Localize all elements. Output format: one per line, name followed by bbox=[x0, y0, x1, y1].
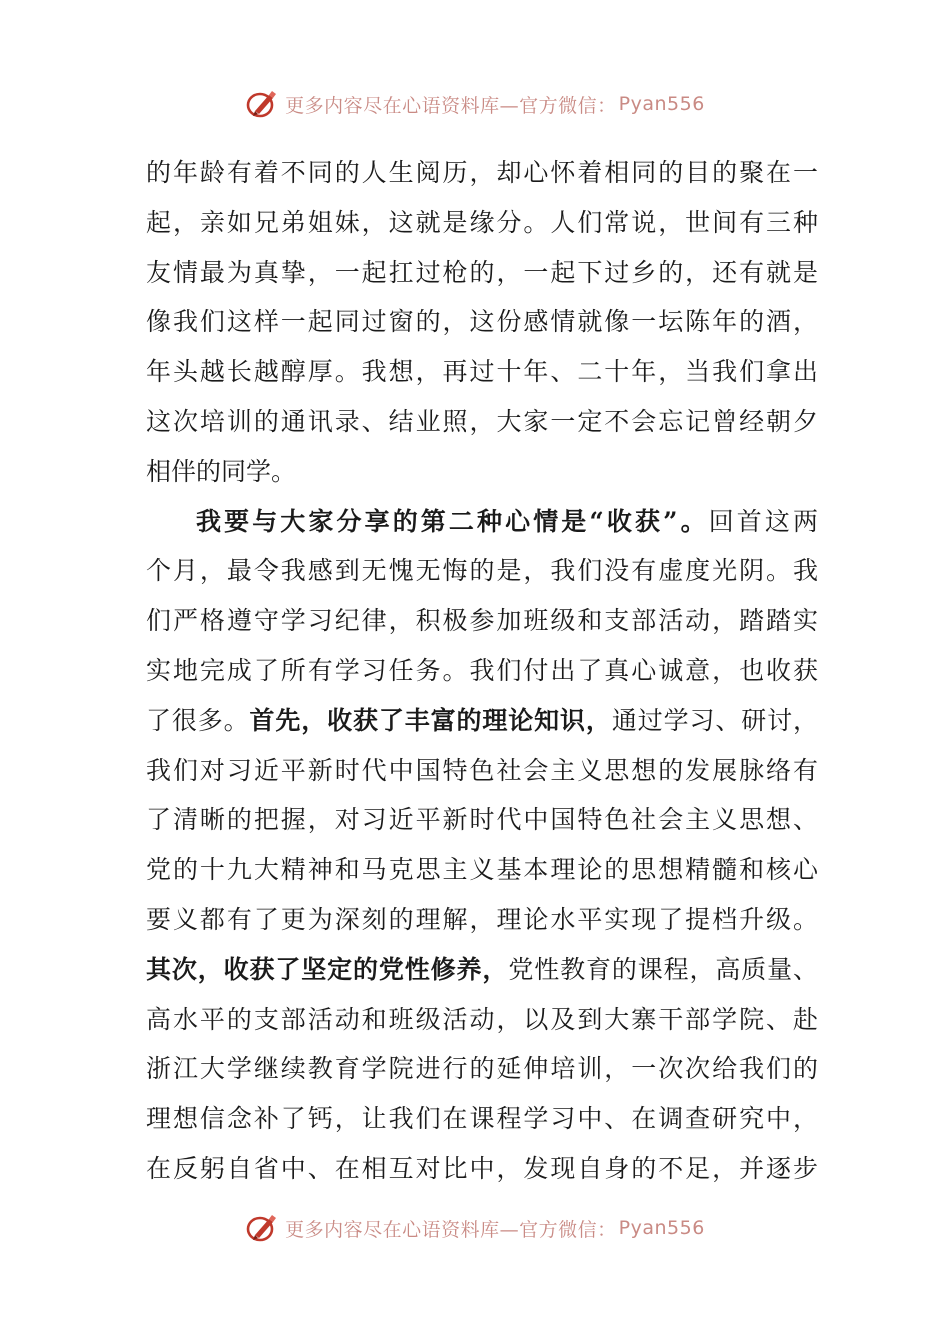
text-run: 像我们这样一起同过窗的，这份感情就像一坛陈年的酒， bbox=[146, 307, 818, 337]
text-run: 党性教育的课程，高质量、 bbox=[508, 954, 818, 984]
text-run: 理想信念补了钙，让我们在课程学习中、在调查研究中， bbox=[146, 1104, 818, 1134]
text-line bbox=[146, 347, 818, 397]
header-watermark bbox=[0, 84, 950, 124]
bold-text-run: 首先，收获了丰富的理论知识， bbox=[249, 705, 612, 735]
text-run: 们严格遵守学习纪律，积极参加班级和支部活动，踏踏实 bbox=[146, 606, 818, 636]
text-line bbox=[146, 696, 818, 746]
watermark-handle: Pyan556 bbox=[618, 1217, 705, 1239]
text-run: 浙江大学继续教育学院进行的延伸培训，一次次给我们的 bbox=[146, 1054, 818, 1084]
text-run: 了很多。 bbox=[146, 705, 250, 735]
text-run: 党的十九大精神和马克思主义基本理论的思想精髓和核心 bbox=[146, 855, 818, 885]
text-line bbox=[146, 248, 818, 298]
text-run: 这次培训的通讯录、结业照，大家一定不会忘记曾经朝夕 bbox=[146, 406, 818, 436]
text-line bbox=[146, 297, 818, 347]
text-run: 了清晰的把握，对习近平新时代中国特色社会主义思想、 bbox=[146, 805, 818, 835]
text-run: 高水平的支部活动和班级活动，以及到大寨干部学院、赴 bbox=[146, 1004, 818, 1034]
text-run: 的年龄有着不同的人生阅历，却心怀着相同的目的聚在一 bbox=[146, 158, 818, 187]
text-line bbox=[146, 447, 818, 497]
watermark-text: 更多内容尽在心语资料库—官方微信： bbox=[285, 1218, 617, 1241]
text-run: 相伴的同学。 bbox=[146, 456, 297, 486]
text-run: 实地完成了所有学习任务。我们付出了真心诚意，也收获 bbox=[146, 655, 818, 685]
text-run: 友情最为真挚，一起扛过枪的，一起下过乡的，还有就是 bbox=[146, 257, 818, 287]
text-run: 年头越长越醇厚。我想，再过十年、二十年，当我们拿出 bbox=[146, 357, 818, 387]
text-run: 我们对习近平新时代中国特色社会主义思想的发展脉络有 bbox=[146, 755, 818, 785]
text-line bbox=[146, 1044, 818, 1094]
text-line bbox=[146, 895, 818, 945]
text-line bbox=[146, 546, 818, 596]
text-run: 在反躬自省中、在相互对比中，发现自身的不足，并逐步 bbox=[146, 1153, 818, 1183]
text-line bbox=[146, 596, 818, 646]
watermark-handle: Pyan556 bbox=[618, 93, 705, 115]
text-run: 通过学习、研讨， bbox=[611, 705, 818, 735]
text-run: 回首这两 bbox=[708, 506, 818, 536]
text-line bbox=[146, 497, 818, 547]
text-line bbox=[146, 845, 818, 895]
text-line bbox=[146, 148, 818, 198]
text-line bbox=[146, 1144, 818, 1194]
text-line bbox=[146, 1094, 818, 1144]
text-line bbox=[146, 945, 818, 995]
text-run: 要义都有了更为深刻的理解，理论水平实现了提档升级。 bbox=[146, 904, 818, 934]
bold-text-run: 其次，收获了坚定的党性修养， bbox=[146, 954, 509, 984]
text-run: 起，亲如兄弟姐妹，这就是缘分。人们常说，世间有三种 bbox=[146, 207, 818, 237]
watermark-text: 更多内容尽在心语资料库—官方微信： bbox=[285, 94, 617, 117]
text-line bbox=[146, 198, 818, 248]
text-run: 个月，最令我感到无愧无悔的是，我们没有虚度光阴。我 bbox=[146, 556, 818, 586]
text-line bbox=[146, 746, 818, 796]
text-line bbox=[146, 795, 818, 845]
text-line bbox=[146, 646, 818, 696]
document-body bbox=[146, 148, 818, 1194]
pen-logo-icon bbox=[245, 1211, 279, 1245]
text-line bbox=[146, 995, 818, 1045]
footer-watermark bbox=[0, 1208, 950, 1248]
bold-text-run: 我要与大家分享的第二种心情是“收获”。 bbox=[196, 506, 709, 536]
pen-logo-icon bbox=[245, 87, 279, 121]
text-line bbox=[146, 397, 818, 447]
